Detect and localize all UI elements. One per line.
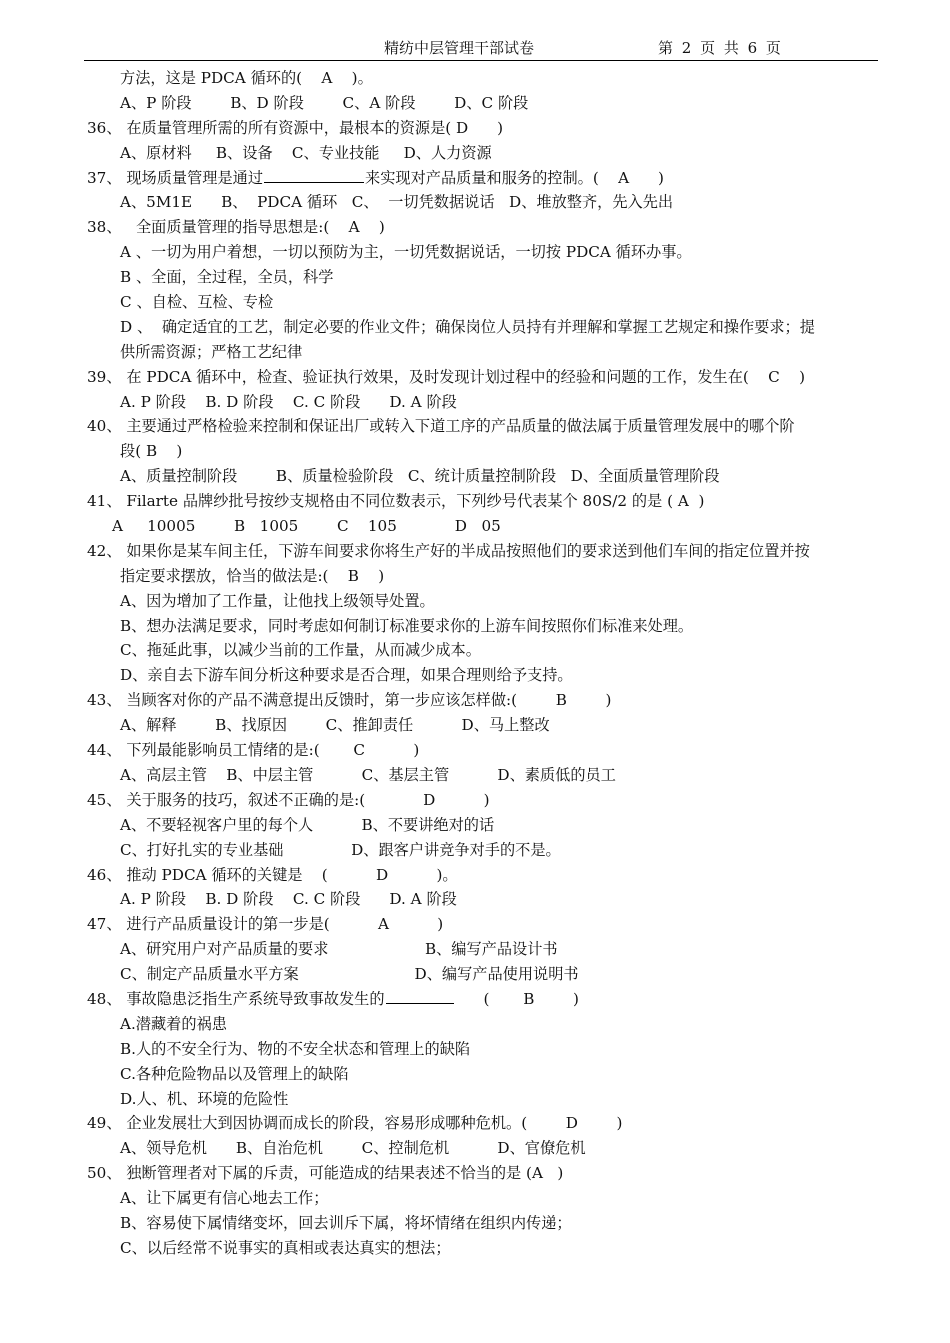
question-44-options: A、高层主管 B、中层主管 C、基层主管 D、素质低的员工: [120, 765, 616, 784]
question-42-option-a: A、因为增加了工作量，让他找上级领导处置。: [120, 591, 435, 610]
question-48-option-d: D.人、机、环境的危险性: [120, 1089, 289, 1108]
question-40: 40、 主要通过严格检验来控制和保证出厂或转入下道工序的产品质量的做法属于质量管理发展中的哪个阶: [87, 417, 795, 436]
question-45: 45、 关于服务的技巧，叙述不正确的是:( D ): [87, 790, 490, 809]
question-39-options: A. P 阶段 B. D 阶段 C. C 阶段 D. A 阶段: [120, 392, 457, 411]
question-46-options: A. P 阶段 B. D 阶段 C. C 阶段 D. A 阶段: [120, 890, 457, 909]
question-43: 43、 当顾客对你的产品不满意提出反馈时，第一步应该怎样做:( B ): [87, 691, 612, 710]
question-38: 38、 全面质量管理的指导思想是:( A ): [87, 218, 385, 237]
question-47: 47、 进行产品质量设计的第一步是( A ): [87, 915, 444, 934]
question-36: 36、 在质量管理所需的所有资源中，最根本的资源是( D ): [87, 118, 504, 137]
question-38-option-d: D 、 确定适宜的工艺，制定必要的作业文件；确保岗位人员持有并理解和掌握工艺规定和操作要求；提: [120, 317, 815, 336]
question-42-option-b: B、想办法满足要求，同时考虑如何制订标准要求你的上游车间按照你们标准来处理。: [120, 616, 694, 635]
fill-in-blank: [386, 989, 454, 1004]
question-37: 37、 现场质量管理是通过 来实现对产品质量和服务的控制。( A ): [87, 168, 664, 187]
question-48-option-b: B.人的不安全行为、物的不安全状态和管理上的缺陷: [120, 1039, 471, 1058]
question-41-options: A 10005 B 1005 C 105 D 05: [112, 517, 501, 536]
question-50-option-b: B、容易使下属情绪变坏，回去训斥下属，将坏情绪在组织内传递；: [120, 1213, 572, 1232]
question-35-options: A、P 阶段 B、D 阶段 C、A 阶段 D、C 阶段: [120, 93, 529, 112]
question-42-continuation: 指定要求摆放，恰当的做法是:( B ): [120, 566, 385, 585]
question-50-option-a: A、让下属更有信心地去工作；: [120, 1189, 329, 1208]
question-50-option-c: C、以后经常不说事实的真相或表达真实的想法；: [120, 1238, 451, 1257]
question-39: 39、 在 PDCA 循环中，检查、验证执行效果，及时发现计划过程中的经验和问题的工作，发生在( C ): [87, 367, 806, 386]
question-37-options: A、5M1E B、 PDCA 循环 C、 一切凭数据说话 D、堆放整齐，先入先出: [120, 193, 674, 212]
question-40-options: A、质量控制阶段 B、质量检验阶段 C、统计质量控制阶段 D、全面质量管理阶段: [120, 467, 720, 486]
question-38-option-d-cont: 供所需资源；严格工艺纪律: [120, 342, 303, 361]
question-49-options: A、领导危机 B、自治危机 C、控制危机 D、官僚危机: [120, 1139, 586, 1158]
question-48: 48、 事故隐患泛指生产系统导致事故发生的 ( B ): [87, 989, 579, 1008]
question-38-option-c: C 、自检、互检、专检: [120, 293, 274, 312]
exam-title: 精纺中层管理干部试卷: [384, 39, 535, 57]
question-49: 49、 企业发展壮大到因协调而成长的阶段，容易形成哪种危机。( D ): [87, 1114, 623, 1133]
question-44: 44、 下列最能影响员工情绪的是:( C ): [87, 741, 420, 760]
question-47-options-ab: A、研究用户对产品质量的要求 B、编写产品设计书: [120, 940, 558, 959]
question-45-options-cd: C、打好扎实的专业基础 D、跟客户讲竞争对手的不是。: [120, 840, 561, 859]
page-header: [0, 0, 950, 62]
question-47-options-cd: C、制定产品质量水平方案 D、编写产品使用说明书: [120, 965, 579, 984]
question-38-option-b: B 、全面，全过程，全员，科学: [120, 268, 334, 287]
page-number: 第 2 页 共 6 页: [658, 39, 781, 57]
question-38-option-a: A 、一切为用户着想，一切以预防为主，一切凭数据说话，一切按 PDCA 循环办事。: [120, 243, 692, 262]
question-42: 42、 如果你是某车间主任，下游车间要求你将生产好的半成品按照他们的要求送到他们车间的指定位置并按: [87, 541, 810, 560]
question-42-option-d: D、亲自去下游车间分析这种要求是否合理，如果合理则给予支持。: [120, 666, 573, 685]
question-45-options-ab: A、不要轻视客户里的每个人 B、不要讲绝对的话: [120, 815, 495, 834]
question-43-options: A、解释 B、找原因 C、推卸责任 D、马上整改: [120, 716, 550, 735]
question-46: 46、 推动 PDCA 循环的关键是 ( D )。: [87, 865, 458, 884]
question-48-option-c: C.各种危险物品以及管理上的缺陷: [120, 1064, 349, 1083]
question-41: 41、 Filarte 品牌纱批号按纱支规格由不同位数表示，下列纱号代表某个 80S/2 的是 ( A ): [87, 492, 705, 511]
question-36-options: A、原材料 B、设备 C、专业技能 D、人力资源: [120, 143, 492, 162]
question-35-continuation: 方法，这是 PDCA 循环的( A )。: [120, 69, 373, 87]
question-40-continuation: 段( B ): [120, 442, 183, 461]
question-50: 50、 独断管理者对下属的斥责，可能造成的结果表述不恰当的是 (A ): [87, 1164, 564, 1183]
question-48-option-a: A.潜藏着的祸患: [120, 1014, 227, 1033]
fill-in-blank: [264, 168, 364, 183]
question-list: [0, 66, 950, 1261]
header-rule: [84, 60, 878, 61]
question-42-option-c: C、拖延此事，以减少当前的工作量，从而减少成本。: [120, 641, 481, 660]
